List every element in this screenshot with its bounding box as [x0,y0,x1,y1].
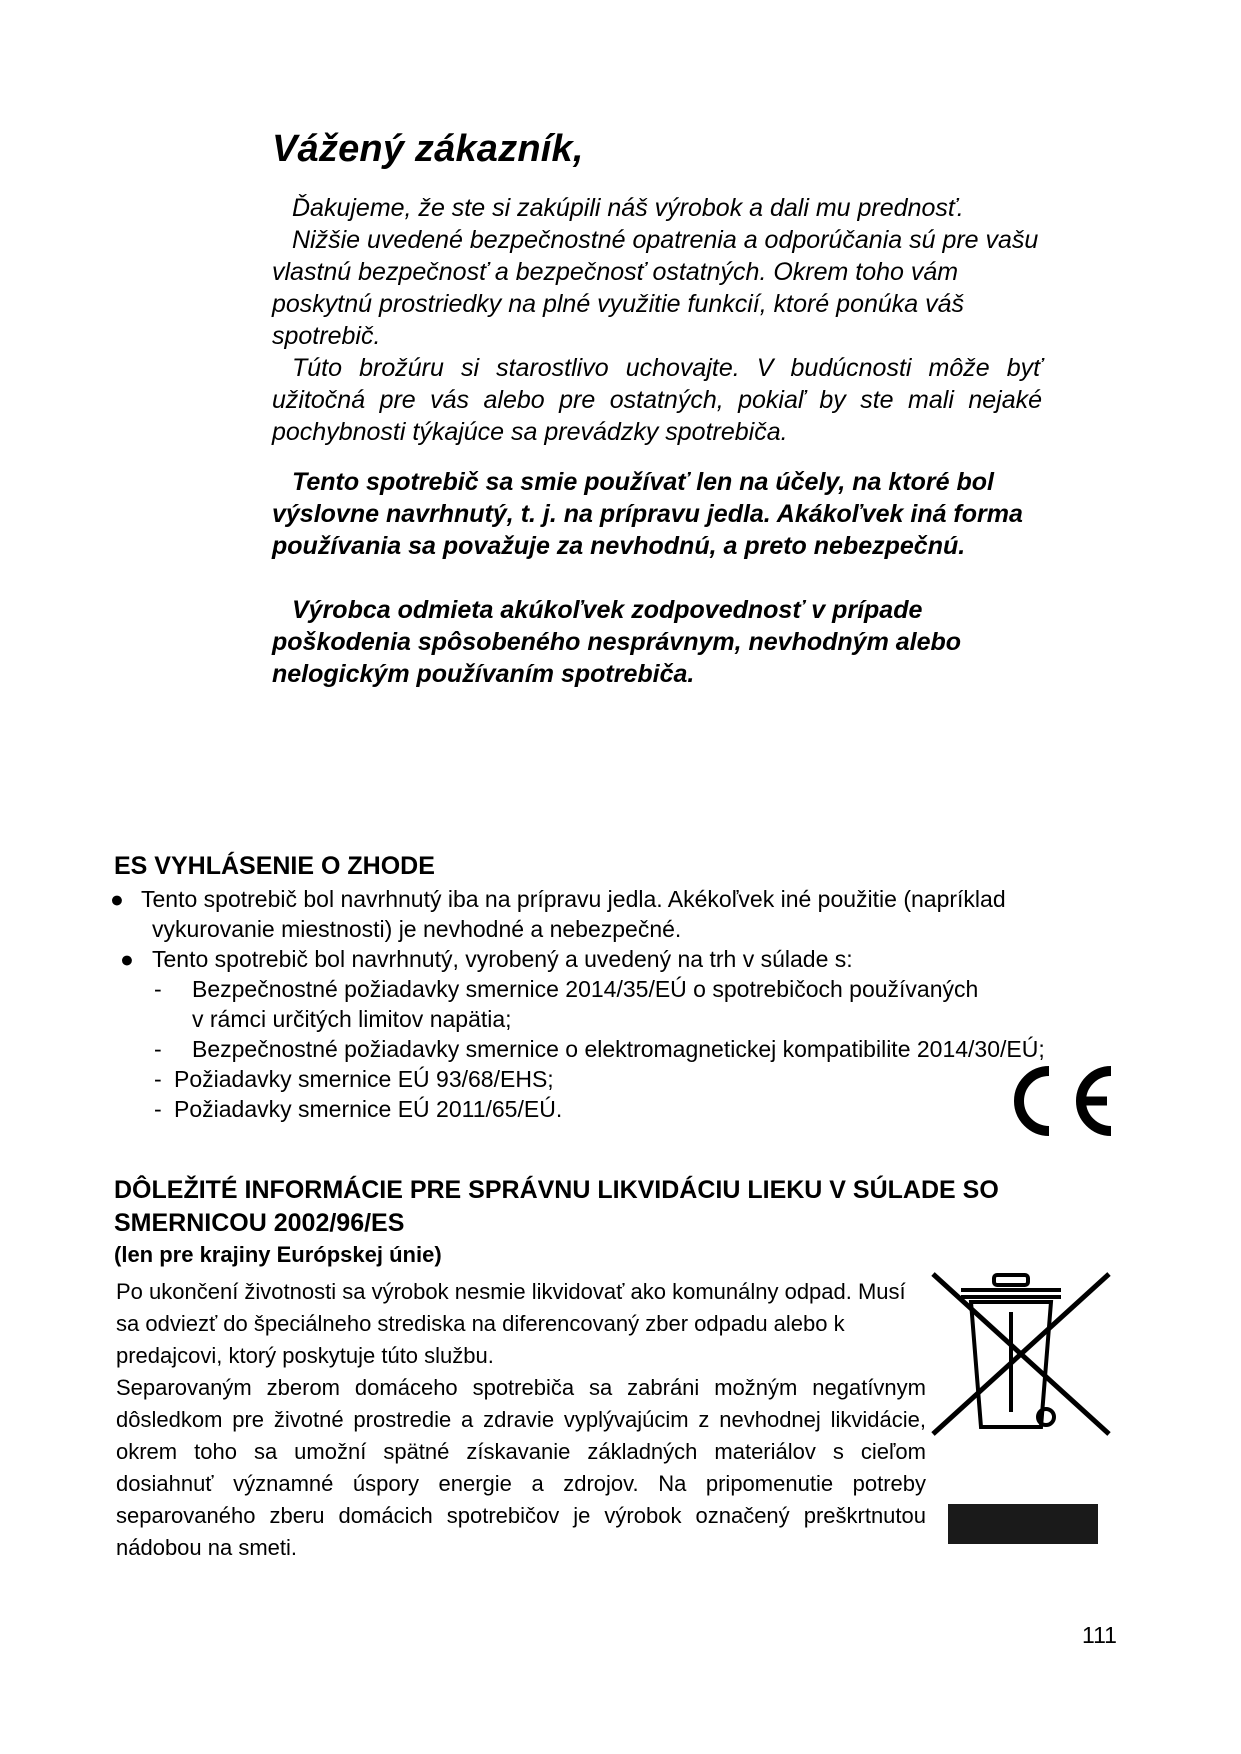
dash-marker: - [154,976,162,1002]
intro-purpose-block [272,466,1042,562]
weee-underline-bar [948,1504,1098,1544]
intro-thanks-paragraph: Ďakujeme, že ste si zakúpili náš výrobok a dali mu prednosť. [292,194,964,222]
crossed-out-bin-icon [931,1272,1113,1437]
item3-text: Požiadavky smernice EÚ 93/68/EHS; [174,1066,554,1092]
list-item [110,884,1134,914]
weee-body [116,1276,926,1564]
weee-paragraph-1: Po ukončení životnosti sa výrobok nesmie likvidovať ako komunálny odpad. Musí sa odviezť do špeciálneho strediska na diferencovaný zber odpadu alebo k predajcovi, ktorý poskytuje túto službu. [116,1279,906,1368]
list-item [114,914,1134,944]
bullet-marker: ● [120,946,134,972]
item1-line1: Bezpečnostné požiadavky smernice 2014/35/EÚ o spotrebičoch používaných [192,976,979,1002]
intro-purpose-paragraph: Tento spotrebič sa smie používať len na účely, na ktoré bol výslovne navrhnutý, t. j. na prípravu jedla. Akákoľvek iná forma používania sa považuje za nevhodnú, a preto nebezpečnú. [272,468,1023,560]
intro-liability-block [272,594,1042,690]
intro-keep-block [272,352,1042,448]
intro-liability-paragraph: Výrobca odmieta akúkoľvek zodpovednosť v prípade poškodenia spôsobeného nesprávnym, nevhodným alebo nelogickým používaním spotrebiča. [272,596,962,688]
bullet2-text: Tento spotrebič bol navrhnutý, vyrobený a uvedený na trh v súlade s: [152,946,853,972]
list-item [114,944,1134,974]
greeting-heading: Vážený zákazník, [272,128,584,170]
list-item [114,1034,1134,1064]
list-item [114,1094,1134,1124]
intro-safety-block [272,224,1042,352]
page-number: 111 [1082,1622,1117,1648]
list-item [114,974,1134,1004]
weee-subtitle: (len pre krajiny Európskej únie) [114,1242,442,1267]
intro-keep-paragraph: Túto brožúru si starostlivo uchovajte. V budúcnosti môže byť užitočná pre vás alebo pre ostatných, pokiaľ by ste mali nejaké pochybnosti týkajúce sa prevádzky spotrebiča. [272,354,1042,446]
dash-marker: - [154,1066,162,1092]
item2-text: Bezpečnostné požiadavky smernice o elektromagnetickej kompatibilite 2014/30/EÚ; [192,1036,1045,1062]
list-item [114,1064,1134,1094]
dash-marker: - [154,1096,162,1122]
ce-mark-icon [1003,1061,1119,1141]
bullet-marker: ● [110,886,124,912]
declaration-title: ES VYHLÁSENIE O ZHODE [114,852,435,880]
declaration-list [110,884,1134,1124]
list-item [114,1004,1134,1034]
intro-safety-paragraph: Nižšie uvedené bezpečnostné opatrenia a odporúčania sú pre vašu vlastnú bezpečnosť a bezpečnosť ostatných. Okrem toho vám poskytnú prostriedky na plné využitie funkcií, ktoré ponúka váš spotrebič. [272,226,1039,350]
bullet1-line1: Tento spotrebič bol navrhnutý iba na prípravu jedla. Akékoľvek iné použitie (napríklad [141,886,1006,912]
item4-text: Požiadavky smernice EÚ 2011/65/EÚ. [174,1096,563,1122]
bullet1-line2: vykurovanie miestnosti) je nevhodné a nebezpečné. [152,916,682,942]
weee-paragraph-2: Separovaným zberom domáceho spotrebiča sa zabráni možným negatívnym dôsledkom pre životné prostredie a zdravie vyplývajúcim z nevhodnej likvidácie, okrem toho sa umožní spätné získavanie základných materiálov s cieľom dosiahnuť významné úspory energie a zdrojov. Na pripomenutie potreby separovaného zberu domácich spotrebičov je výrobok označený preškrtnutou nádobou na smeti. [116,1375,926,1560]
dash-marker: - [154,1036,162,1062]
weee-title: DÔLEŽITÉ INFORMÁCIE PRE SPRÁVNU LIKVIDÁCIU LIEKU V SÚLADE SO SMERNICOU 2002/96/ES [114,1176,999,1237]
item1-line2: v rámci určitých limitov napätia; [192,1006,512,1032]
